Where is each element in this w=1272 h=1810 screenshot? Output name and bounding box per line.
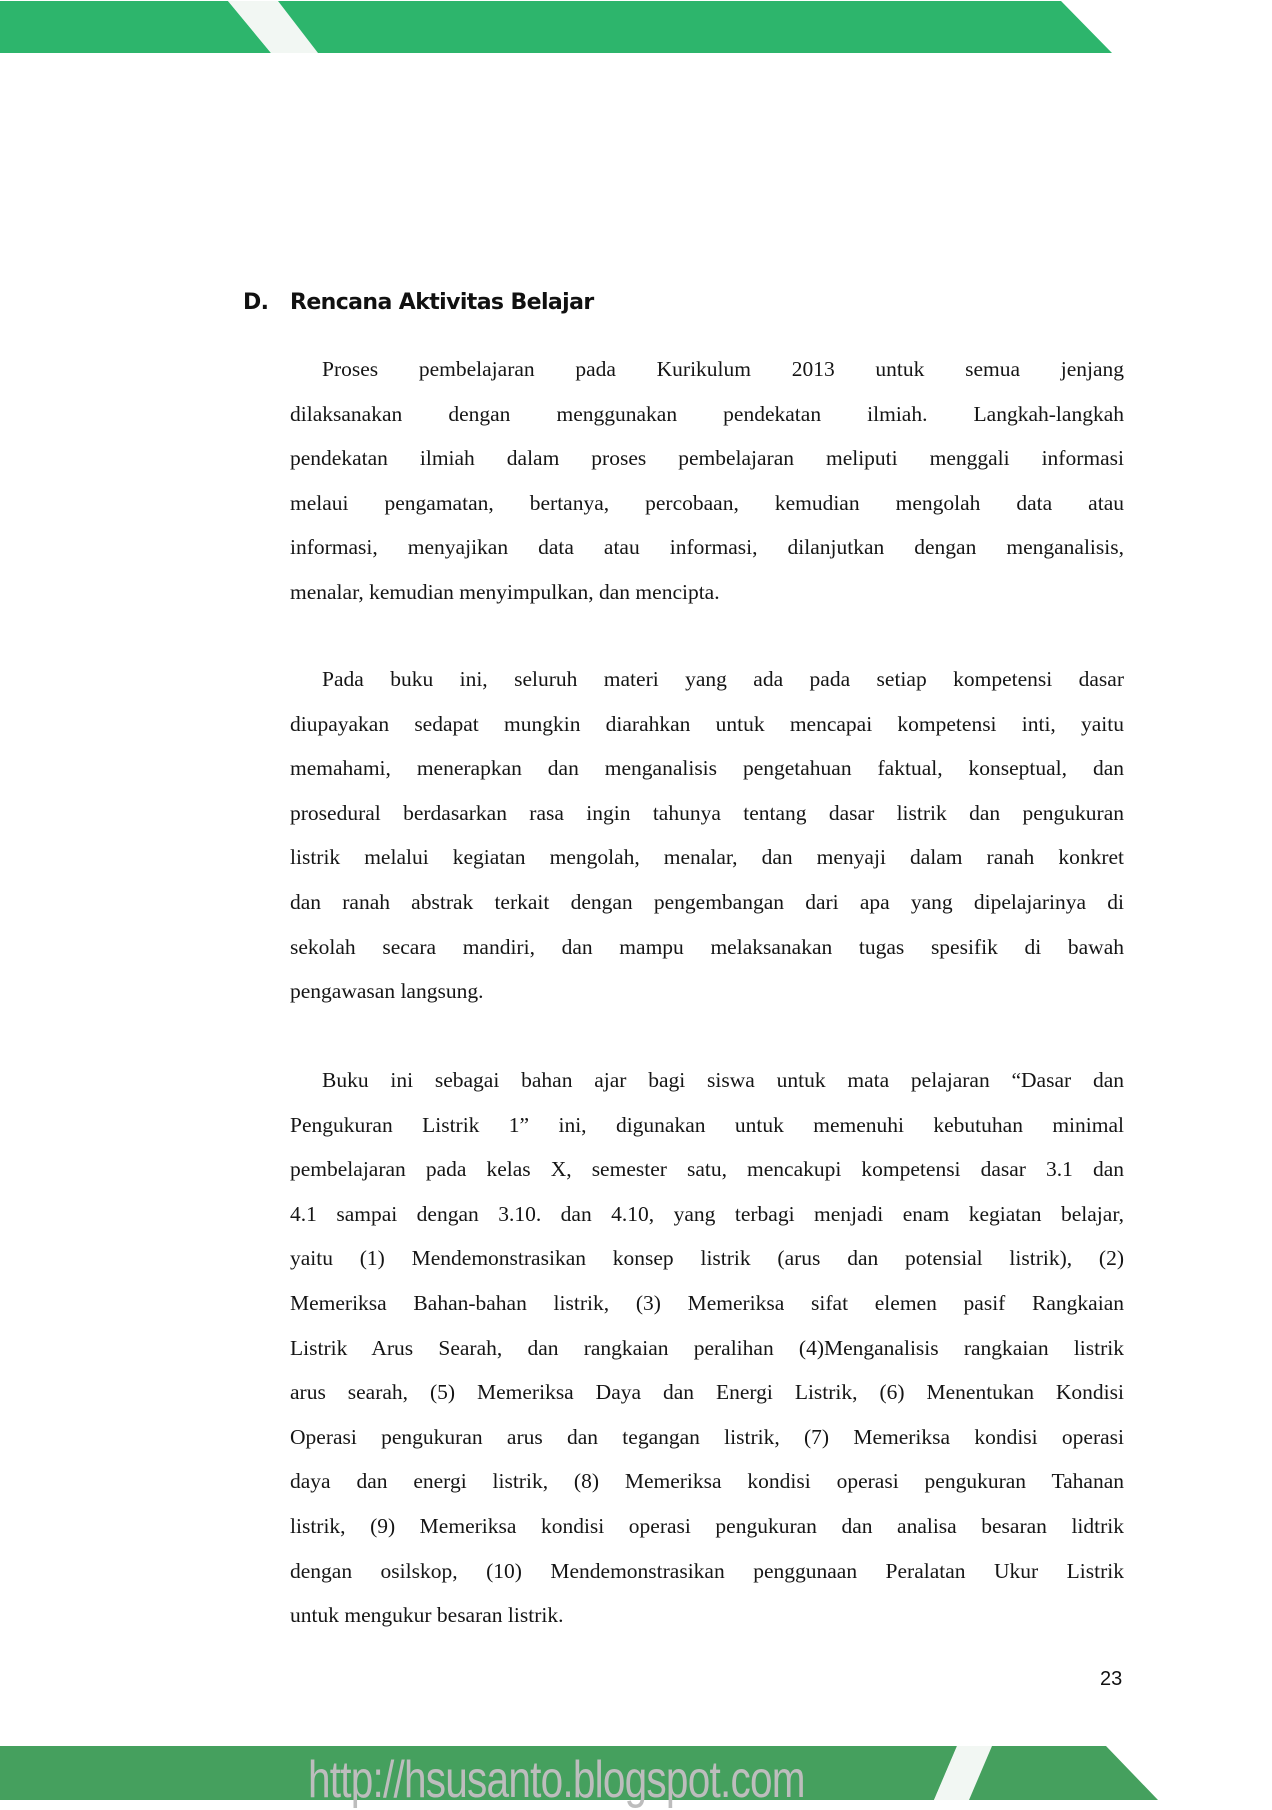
text-line: pendekatan ilmiah dalam proses pembelajaran meliputi menggali informasi	[290, 446, 1124, 471]
text-line: diupayakan sedapat mungkin diarahkan untuk mencapai kompetensi inti, yaitu	[290, 711, 1124, 736]
header-band-left-segment-2	[0, 1, 271, 53]
text-line: Buku ini sebagai bahan ajar bagi siswa untuk mata pelajaran “Dasar dan	[322, 1068, 1124, 1092]
text-line: arus searah, (5) Memeriksa Daya dan Energi Listrik, (6) Menentukan Kondisi	[290, 1380, 1124, 1405]
text-line: menalar, kemudian menyimpulkan, dan mencipta.	[290, 579, 720, 604]
text-line: pengawasan langsung.	[290, 979, 484, 1004]
text-line: Operasi pengukuran arus dan tegangan listrik, (7) Memeriksa kondisi operasi	[290, 1424, 1124, 1449]
text-line: Pada buku ini, seluruh materi yang ada pada setiap kompetensi dasar	[322, 667, 1124, 691]
footer-band-right-segment	[969, 1746, 1158, 1800]
text-line: yaitu (1) Mendemonstrasikan konsep listrik (arus dan potensial listrik), (2)	[290, 1246, 1124, 1271]
text-line: memahami, menerapkan dan menganalisis pengetahuan faktual, konseptual, dan	[290, 756, 1124, 781]
text-line: dan ranah abstrak terkait dengan pengembangan dari apa yang dipelajarinya di	[290, 889, 1124, 914]
text-line: informasi, menyajikan data atau informasi, dilanjutkan dengan menganalisis,	[290, 535, 1124, 560]
paragraph-3	[290, 1058, 1124, 1638]
header-decorative-band	[0, 0, 1272, 56]
paragraph-1	[290, 347, 1124, 615]
header-band-right-segment	[278, 1, 1112, 53]
text-line: Listrik Arus Searah, dan rangkaian peralihan (4)Menganalisis rangkaian listrik	[290, 1335, 1124, 1360]
section-number: D.	[243, 290, 269, 315]
text-line: untuk mengukur besaran listrik.	[290, 1603, 564, 1628]
text-line: Proses pembelajaran pada Kurikulum 2013 untuk semua jenjang	[322, 357, 1124, 381]
paragraph-2	[290, 657, 1124, 1014]
page-number: 23	[1100, 1668, 1123, 1690]
text-line: dengan osilskop, (10) Mendemonstrasikan penggunaan Peralatan Ukur Listrik	[290, 1558, 1124, 1583]
text-line: daya dan energi listrik, (8) Memeriksa kondisi operasi pengukuran Tahanan	[290, 1469, 1124, 1494]
text-line: dilaksanakan dengan menggunakan pendekatan ilmiah. Langkah-langkah	[290, 401, 1124, 426]
text-line: Memeriksa Bahan-bahan listrik, (3) Memeriksa sifat elemen pasif Rangkaian	[290, 1290, 1124, 1315]
text-line: melaui pengamatan, bertanya, percobaan, kemudian mengolah data atau	[290, 490, 1124, 515]
text-line: pembelajaran pada kelas X, semester satu, mencakupi kompetensi dasar 3.1 dan	[290, 1157, 1124, 1182]
watermark-url: http://hsusanto.blogspot.com	[308, 1751, 805, 1809]
text-line: sekolah secara mandiri, dan mampu melaksanakan tugas spesifik di bawah	[290, 934, 1124, 959]
text-line: 4.1 sampai dengan 3.10. dan 4.10, yang terbagi menjadi enam kegiatan belajar,	[290, 1201, 1124, 1226]
section-heading	[243, 290, 594, 315]
text-line: Pengukuran Listrik 1” ini, digunakan untuk memenuhi kebutuhan minimal	[290, 1112, 1124, 1137]
text-line: listrik melalui kegiatan mengolah, menalar, dan menyaji dalam ranah konkret	[290, 845, 1124, 870]
section-title: Rencana Aktivitas Belajar	[290, 290, 594, 315]
text-line: listrik, (9) Memeriksa kondisi operasi pengukuran dan analisa besaran lidtrik	[290, 1513, 1124, 1538]
text-line: prosedural berdasarkan rasa ingin tahunya tentang dasar listrik dan pengukuran	[290, 800, 1124, 825]
